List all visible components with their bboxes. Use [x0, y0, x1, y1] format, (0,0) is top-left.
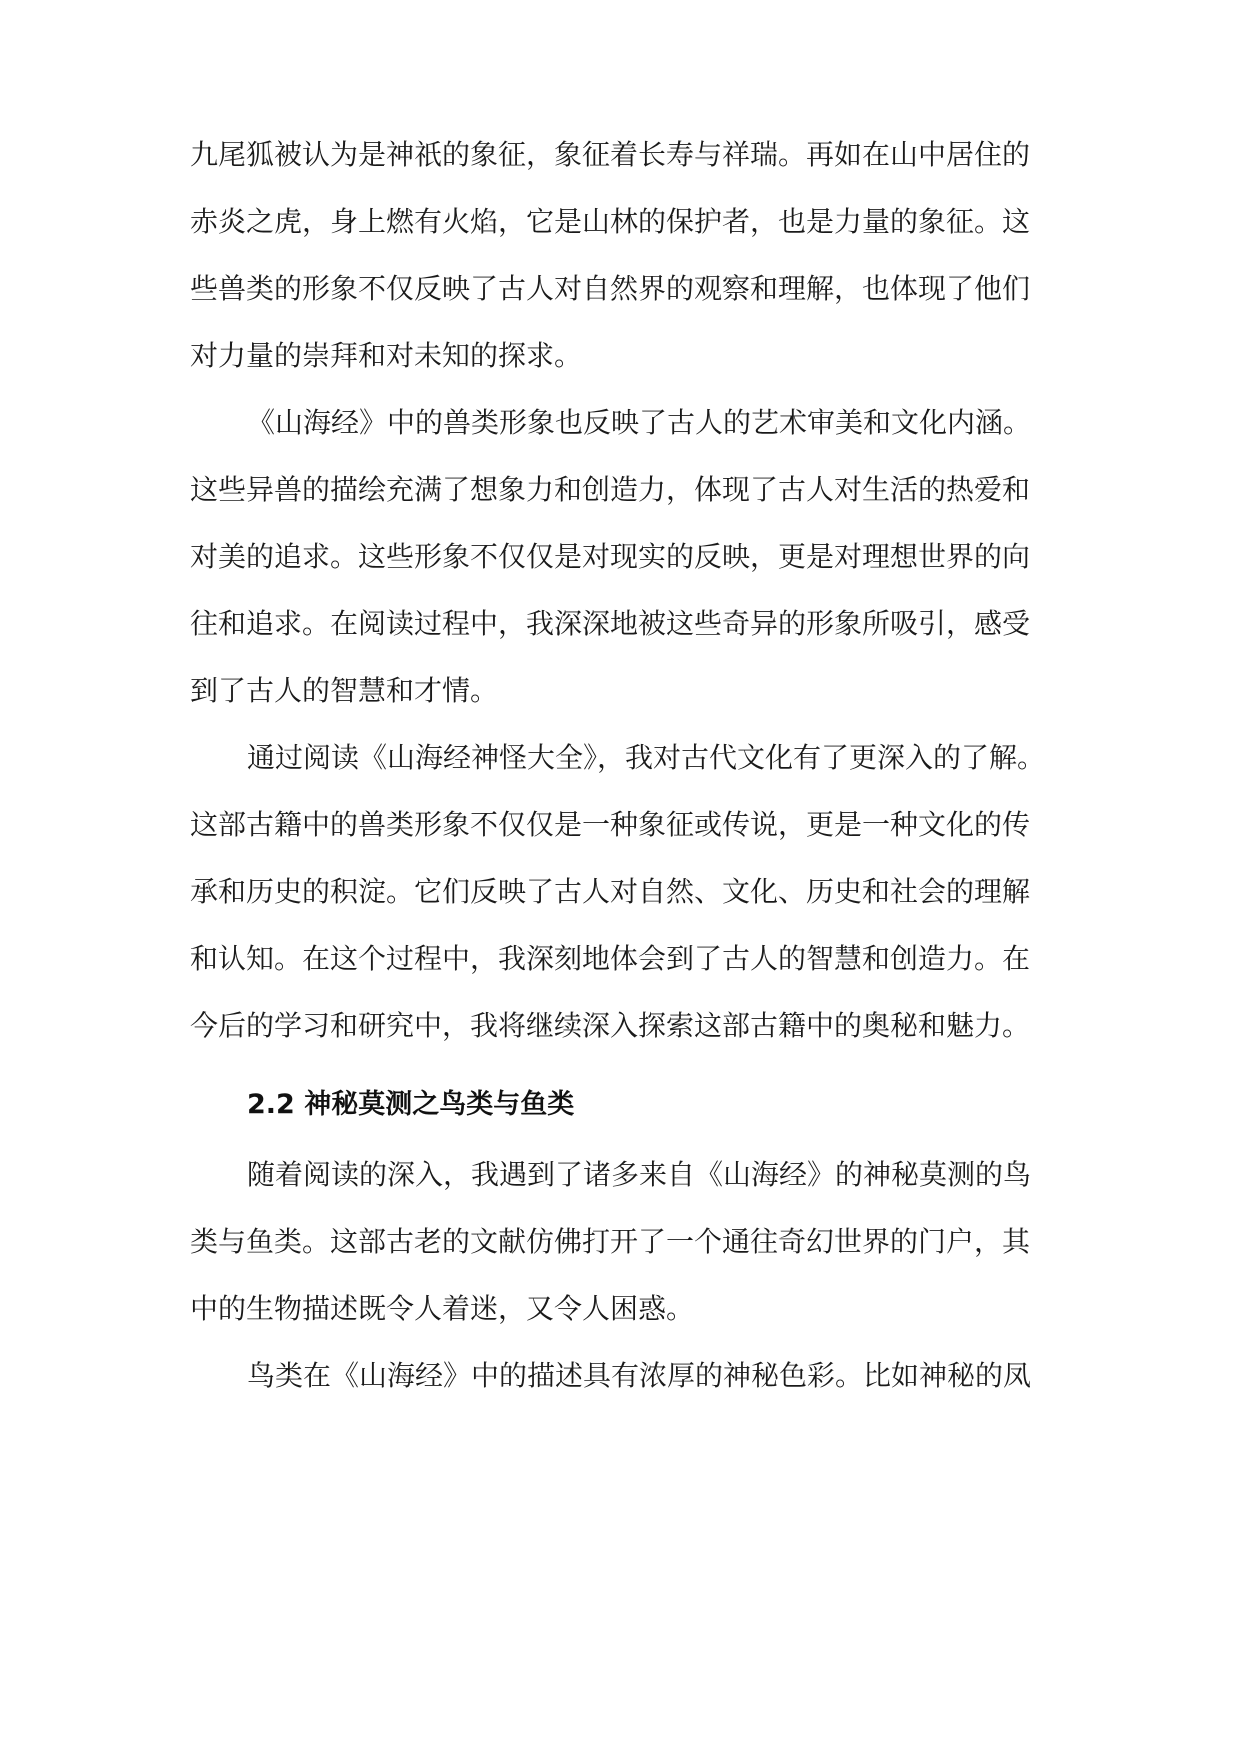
text-line: 类与鱼类。这部古老的文献仿佛打开了一个通往奇幻世界的门户，其 [190, 1225, 1031, 1258]
text-line: 赤炎之虎，身上燃有火焰，它是山林的保护者，也是力量的象征。这 [190, 205, 1031, 238]
text-line: 对美的追求。这些形象不仅仅是对现实的反映，更是对理想世界的向 [190, 540, 1031, 573]
text-line: 承和历史的积淀。它们反映了古人对自然、文化、历史和社会的理解 [190, 875, 1031, 908]
text-line: 通过阅读《山海经神怪大全》，我对古代文化有了更深入的了解。 [247, 741, 1046, 774]
text-line: 往和追求。在阅读过程中，我深深地被这些奇异的形象所吸引，感受 [190, 607, 1031, 640]
text-line: 鸟类在《山海经》中的描述具有浓厚的神秘色彩。比如神秘的凤 [247, 1359, 1032, 1392]
text-line: 这些异兽的描绘充满了想象力和创造力，体现了古人对生活的热爱和 [190, 473, 1031, 506]
text-line: 些兽类的形象不仅反映了古人对自然界的观察和理解，也体现了他们 [190, 272, 1031, 305]
text-line: 对力量的崇拜和对未知的探求。 [190, 339, 583, 372]
text-line: 中的生物描述既令人着迷，又令人困惑。 [190, 1292, 695, 1325]
text-line: 九尾狐被认为是神祇的象征，象征着长寿与祥瑞。再如在山中居住的 [190, 138, 1031, 171]
text-line: 今后的学习和研究中，我将继续深入探索这部古籍中的奥秘和魅力。 [190, 1009, 1031, 1042]
text-line: 和认知。在这个过程中，我深刻地体会到了古人的智慧和创造力。在 [190, 942, 1031, 975]
text-line: 到了古人的智慧和才情。 [190, 674, 499, 707]
text-line: 随着阅读的深入，我遇到了诸多来自《山海经》的神秘莫测的鸟 [247, 1158, 1032, 1191]
section-heading: 2.2 神秘莫测之鸟类与鱼类 [247, 1089, 575, 1120]
text-line: 《山海经》中的兽类形象也反映了古人的艺术审美和文化内涵。 [247, 406, 1032, 439]
text-line: 这部古籍中的兽类形象不仅仅是一种象征或传说，更是一种文化的传 [190, 808, 1031, 841]
